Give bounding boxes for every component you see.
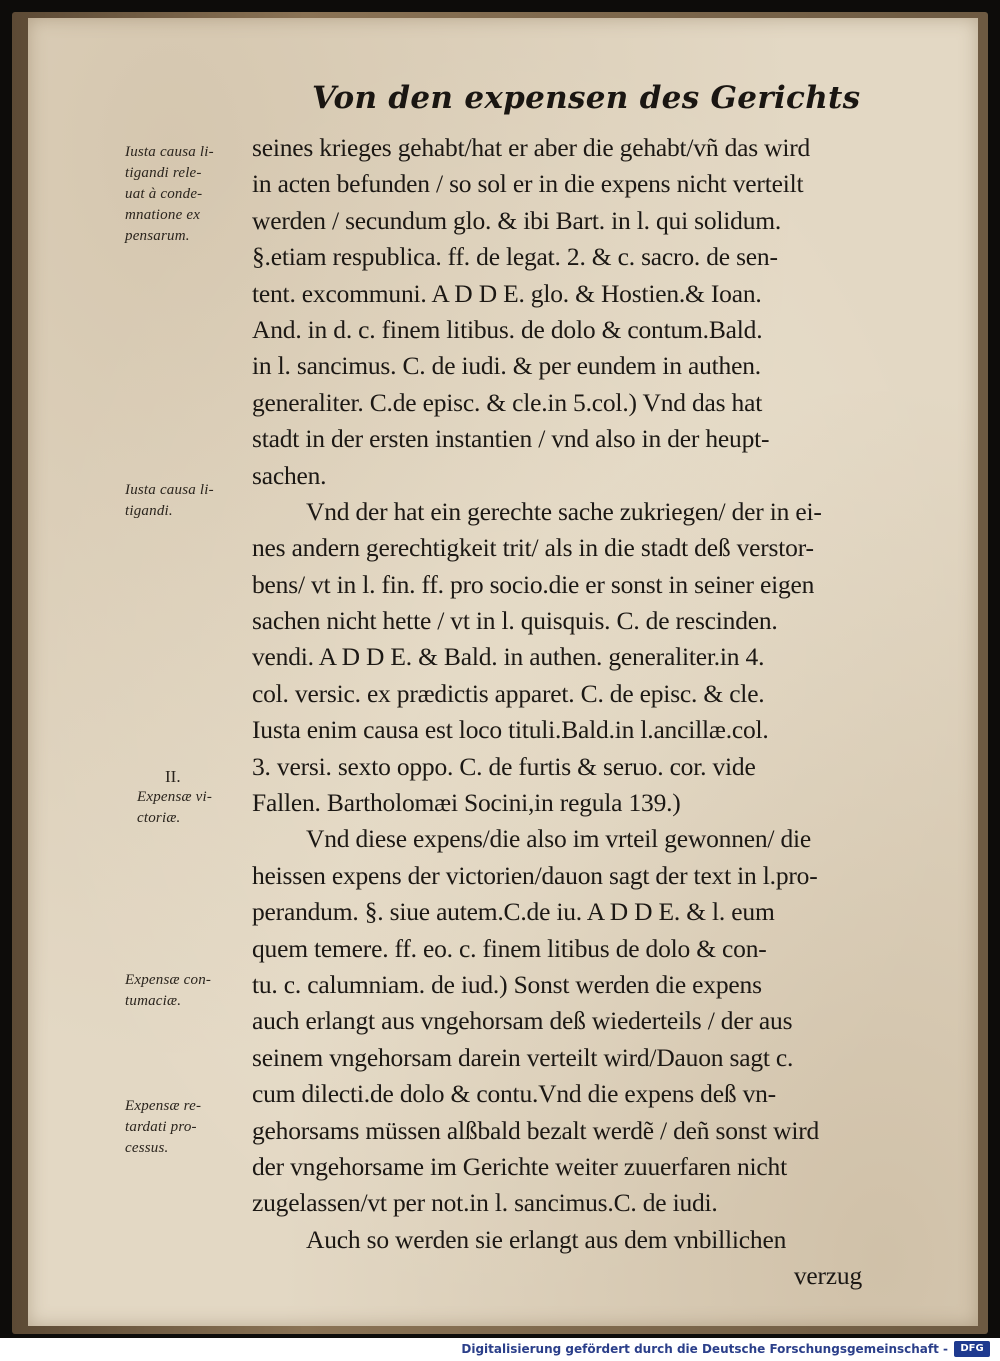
margin-note-line: uat à conde- [125, 186, 203, 202]
catchword: verzug [793, 1261, 862, 1291]
margin-note-line: Expensæ con- [125, 972, 212, 988]
text-line: auch erlangt aus vngehorsam deß wiederteils / der aus [252, 1006, 793, 1036]
footer-credit: Digitalisierung gefördert durch die Deutsche Forschungsgemeinschaft - [461, 1342, 948, 1356]
text-line: gehorsams müssen alßbald bezalt werdẽ / deñ sonst wird [252, 1115, 820, 1145]
text-line: §.etiam respublica. ff. de legat. 2. & c. sacro. de sen- [252, 242, 778, 272]
paragraph-start-line: Auch so werden sie erlangt aus dem vnbillichen [306, 1224, 787, 1254]
paragraph-start-line: Vnd diese expens/die also im vrteil gewonnen/ die [306, 824, 812, 854]
margin-note-expensae-retardati [125, 1096, 255, 1159]
text-line: And. in d. c. finem litibus. de dolo & contum.Bald. [252, 314, 763, 344]
text-line: seinem vngehorsam darein verteilt wird/Dauon sagt c. [252, 1042, 794, 1072]
body-text [252, 130, 892, 1295]
margin-note-expensae-victoriae [125, 766, 255, 829]
text-line: der vngehorsame im Gerichte weiter zuuerfaren nicht [252, 1151, 787, 1181]
margin-note-line: Iusta causa li- [125, 144, 214, 160]
text-line: seines krieges gehabt/hat er aber die gehabt/vñ das wird [252, 133, 811, 162]
text-line: tent. excommuni. A D D E. glo. & Hostien.& Ioan. [252, 278, 762, 308]
margin-note-line: Expensæ re- [125, 1098, 202, 1114]
text-line: in l. sancimus. C. de iudi. & per eundem in authen. [252, 351, 761, 381]
text-line: stadt in der ersten instantien / vnd also in der heupt- [252, 424, 770, 454]
text-line: sachen. [252, 460, 327, 490]
margin-section-number: II. [165, 767, 181, 786]
margin-note-line: tardati pro- [125, 1119, 197, 1135]
text-line: sachen nicht hette / vt in l. quisquis. C. de rescinden. [252, 606, 778, 636]
margin-note-iusta-causa [125, 480, 255, 522]
text-line: Iusta enim causa est loco tituli.Bald.in l.ancillæ.col. [252, 715, 769, 745]
text-line: cum dilecti.de dolo & contu.Vnd die expens deß vn- [252, 1079, 776, 1109]
text-line: generaliter. C.de episc. & cle.in 5.col.) Vnd das hat [252, 387, 763, 417]
margin-note-line: Expensæ vi- [137, 789, 213, 805]
margin-note-line: Iusta causa li- [125, 482, 214, 498]
text-line: Fallen. Bartholomæi Socini,in regula 139.) [252, 788, 681, 818]
footer-bar [0, 1338, 1000, 1361]
text-line: 3. versi. sexto oppo. C. de furtis & seruo. cor. vide [252, 751, 756, 781]
margin-note-line: tigandi. [125, 503, 173, 519]
running-head: Von den expensen des Gerichts [312, 80, 861, 116]
text-line: col. versic. ex prædictis apparet. C. de episc. & cle. [252, 678, 765, 708]
text-line: werden / secundum glo. & ibi Bart. in l. qui solidum. [252, 205, 782, 235]
text-line: in acten befunden / so sol er in die expens nicht verteilt [252, 169, 804, 199]
margin-note-line: tigandi rele- [125, 165, 202, 181]
dfg-logo: DFG [954, 1341, 990, 1357]
text-line: quem temere. ff. eo. c. finem litibus de dolo & con- [252, 933, 767, 963]
margin-note-line: mnatione ex [125, 207, 201, 223]
text-line: heissen expens der victorien/dauon sagt der text in l.pro- [252, 860, 818, 890]
margin-note-line: tumaciæ. [125, 993, 182, 1009]
text-line: nes andern gerechtigkeit trit/ als in die stadt deß verstor- [252, 533, 814, 563]
text-line: vendi. A D D E. & Bald. in authen. generaliter.in 4. [252, 642, 765, 672]
text-line: bens/ vt in l. fin. ff. pro socio.die er sonst in seiner eigen [252, 569, 815, 599]
text-line: zugelassen/vt per not.in l. sancimus.C. de iudi. [252, 1188, 718, 1218]
margin-note-expensae-contumaciae [125, 970, 255, 1012]
paragraph-start-line: Vnd der hat ein gerechte sache zukriegen/ der in ei- [306, 496, 822, 526]
margin-note-line: ctoriæ. [137, 810, 181, 826]
margin-note-line: pensarum. [125, 228, 190, 244]
margin-note-line: cessus. [125, 1140, 169, 1156]
margin-note-iusta-causa-relevat [125, 142, 255, 247]
text-line: tu. c. calumniam. de iud.) Sonst werden die expens [252, 969, 762, 999]
text-line: perandum. §. siue autem.C.de iu. A D D E. & l. eum [252, 897, 775, 927]
